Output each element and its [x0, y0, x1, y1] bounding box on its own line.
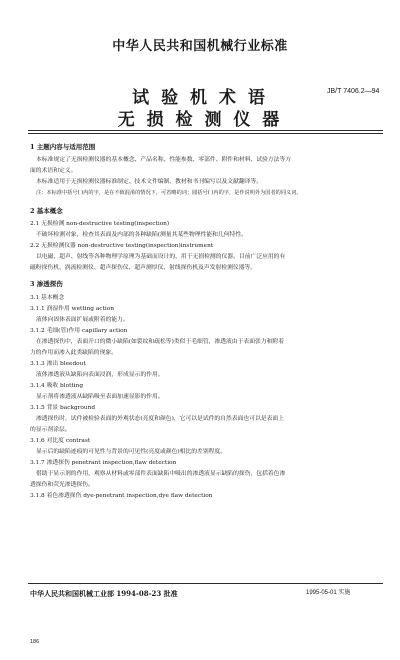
footer-rule [28, 583, 383, 584]
section-heading: 2 基本概念 [30, 207, 63, 215]
standard-header: 中华人民共和国机械行业标准 [112, 39, 288, 54]
paragraph: 在渗透探伤中，表面开口的微小缺陷(如裂纹和疏松等)类似于毛细管，渗透液由于表面张力和附着 [36, 339, 284, 345]
paragraph: 面的术语和定义。 [30, 168, 77, 174]
top-rule-thin [28, 133, 383, 134]
section-heading: 3 渗透探伤 [30, 280, 63, 288]
paragraph: 本标准适用于无损检测仪器标准制定、技术文件编制、教材和书刊编写以及文献翻译等。 [36, 179, 263, 185]
paragraph: 本标准规定了无损检测仪器的基本概念、产品名称、性能参数、零部件、附件和材料、试验方法等方 [36, 157, 292, 163]
term-heading: 3.1.2 毛细(管)作用 capillary action [30, 328, 128, 334]
paragraph: 借助于显示剂的作用，观察从材料或零部件表面缺陷中吸出的渗透液显示缺陷的探伤，包括着色渗 [36, 471, 286, 477]
term-heading: 3.1.1 润湿作用 wetting action [30, 306, 114, 312]
term-heading: 3.1.5 背景 background [30, 405, 96, 411]
implementation-date: 1995-05-01 实施 [306, 590, 351, 596]
paragraph: 液体渗透液从缺陷向表面浸润，形成显示的作用。 [36, 372, 164, 378]
paragraph: 不破坏检测对象，检查其表面及内部的各种缺陷(测量其某些物理性能和几何特性。 [36, 232, 247, 238]
page-number: 186 [30, 639, 40, 645]
term-heading: 3.1.4 吸收 blotting [30, 383, 84, 389]
title-line-1: 试 验 机 术 语 [132, 88, 268, 108]
subsection-heading: 3.1 基本概念 [30, 295, 65, 301]
term-heading: 3.1.3 渗出 bleedout [30, 361, 86, 367]
note: 注：本标准中括号( )内的字，是在不致混淆的情况下，可省略的词；圆括号( )内的字，是作说明外为国者的同义词。 [36, 190, 302, 196]
paragraph: 渗透探伤时，试件被检验表面的外观状态(亮度和颜色)，它可以是试件的自然表面也可以是表面上 [36, 416, 284, 422]
paragraph: 的显示剂涂层。 [30, 427, 71, 433]
title-line-2: 无 损 检 测 仪 器 [117, 110, 283, 130]
top-rule [28, 130, 383, 131]
term-heading: 3.1.7 渗透探伤 penetrant inspection,flaw detection [30, 460, 177, 466]
term-heading: 2.1 无损检测 non-destructive testing(inspection) [30, 221, 170, 227]
paragraph: 以电磁、超声、射线等各种物理学原理为基础而设计的，用于无损检测的仪器。目前广泛应用的有 [36, 254, 286, 260]
term-heading: 2.2 无损检测仪器 non-destructive testing(inspection)instrument [30, 243, 214, 249]
paragraph: 显示剂将渗透液从缺陷吸至表面加速显影的作用。 [36, 394, 164, 400]
term-heading: 3.1.8 着色渗透探伤 dye-penetrant inspection,dye flaw detection [30, 493, 213, 499]
paragraph: 力的作用而渗入此类缺陷的现象。 [30, 350, 117, 356]
standard-number: JB/T 7406.2—94 [327, 88, 380, 95]
paragraph: 透探伤和荧光渗透探伤。 [30, 482, 94, 488]
approval-line: 中华人民共和国机械工业部 1994-08-23 批准 [30, 589, 178, 598]
paragraph: 液体向固体表面扩展或附着的能力。 [36, 317, 129, 323]
term-heading: 3.1.6 对比度 contrast [30, 438, 91, 444]
paragraph: 显示后的缺陷迹痕的可见性与背景的可见性(亮度或颜色)相比的差别程度。 [36, 449, 227, 455]
paragraph: 磁粉探伤机、涡流检测仪、超声探伤仪、超声测厚仪、射线探伤机及声发射检测仪器等。 [30, 265, 257, 271]
section-heading: 1 主题内容与适用范围 [30, 143, 96, 151]
